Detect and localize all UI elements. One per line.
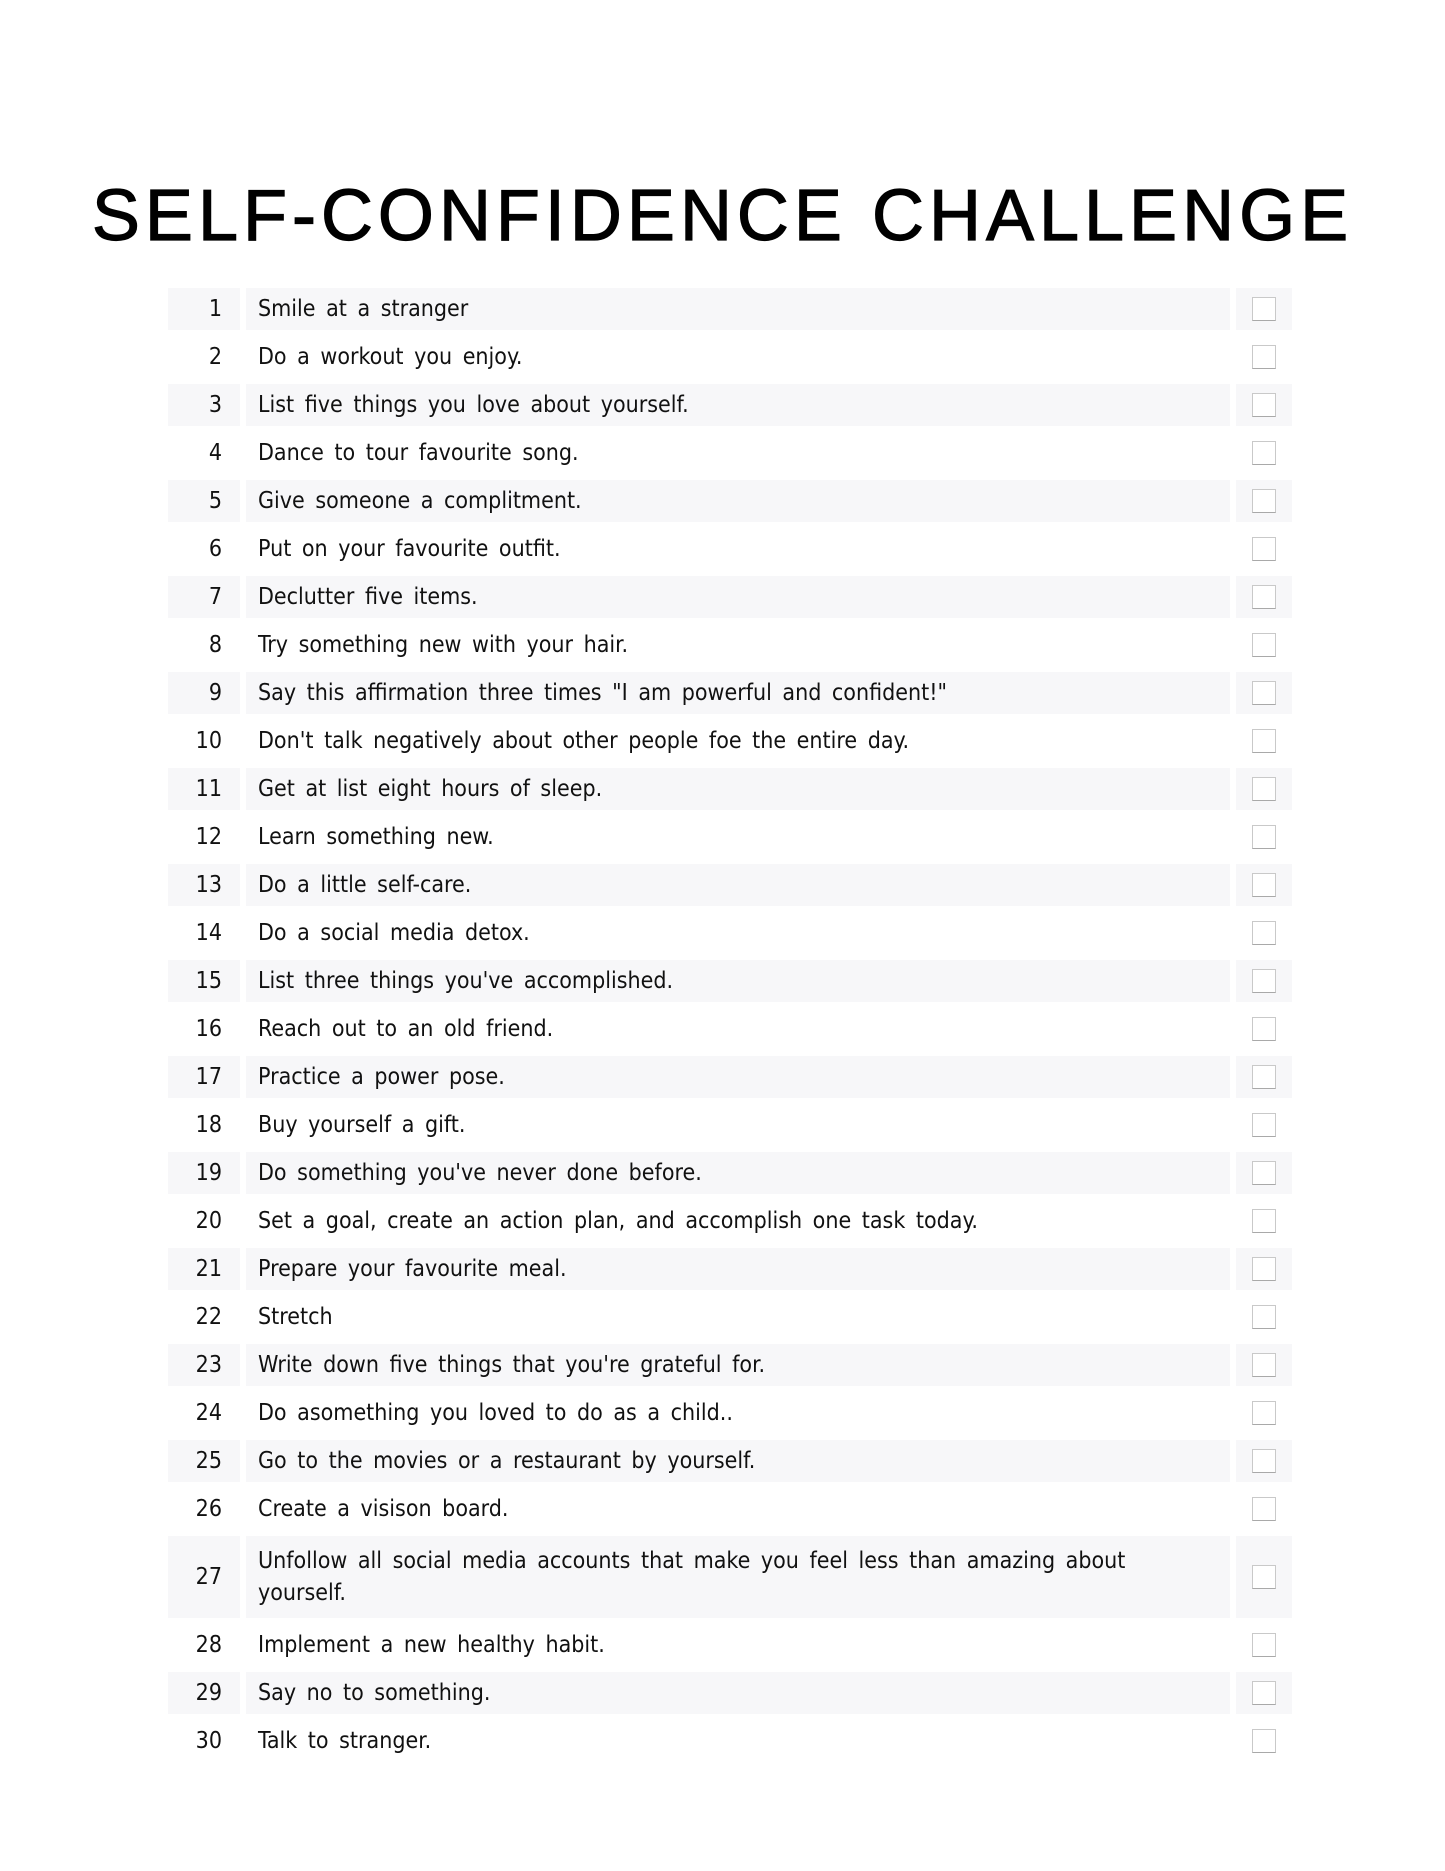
- item-text: Smile at a stranger: [246, 288, 1230, 330]
- checkbox-cell: [1236, 288, 1292, 330]
- item-text: Put on your favourite outfit.: [258, 536, 561, 562]
- item-text: Give someone a complitment.: [246, 480, 1230, 522]
- checkbox-cell: [1236, 1488, 1292, 1530]
- item-number: 17: [168, 1056, 240, 1098]
- checkbox-cell: [1236, 1200, 1292, 1242]
- list-item-2: [168, 336, 1292, 378]
- item-number: 10: [195, 728, 222, 754]
- checkbox-cell: [1236, 576, 1292, 618]
- checkbox-12[interactable]: [1252, 825, 1276, 849]
- item-text: Reach out to an old friend.: [258, 1016, 554, 1042]
- item-number: 16: [195, 1016, 222, 1042]
- item-number: 5: [168, 480, 240, 522]
- list-item-16: [168, 1008, 1292, 1050]
- checkbox-22[interactable]: [1252, 1305, 1276, 1329]
- item-text: Try something new with your hair.: [258, 632, 629, 658]
- list-item-14: [168, 912, 1292, 954]
- item-number: 27: [168, 1536, 240, 1618]
- item-number: 28: [195, 1632, 222, 1658]
- list-item-12: [168, 816, 1292, 858]
- item-text: Stretch: [258, 1304, 333, 1330]
- checkbox-1[interactable]: [1252, 297, 1276, 321]
- item-text: Say no to something.: [246, 1672, 1230, 1714]
- list-item-4: [168, 432, 1292, 474]
- list-item-27: [168, 1536, 1292, 1618]
- list-item-26: [168, 1488, 1292, 1530]
- list-item-17: [168, 1056, 1292, 1098]
- checkbox-cell: [1236, 1056, 1292, 1098]
- checkbox-10[interactable]: [1252, 729, 1276, 753]
- checkbox-4[interactable]: [1252, 441, 1276, 465]
- item-text: Declutter five items.: [246, 576, 1230, 618]
- item-text: Learn something new.: [258, 824, 494, 850]
- list-item-22: [168, 1296, 1292, 1338]
- item-text: List five things you love about yourself.: [246, 384, 1230, 426]
- checkbox-cell: [1236, 1536, 1292, 1618]
- checkbox-cell: [1236, 1440, 1292, 1482]
- item-text: Buy yourself a gift.: [258, 1112, 466, 1138]
- item-number: 9: [168, 672, 240, 714]
- checkbox-cell: [1236, 864, 1292, 906]
- item-text: Say this affirmation three times "I am powerful and confident!": [246, 672, 1230, 714]
- checkbox-24[interactable]: [1252, 1401, 1276, 1425]
- item-number: 25: [168, 1440, 240, 1482]
- list-item-15: [168, 960, 1292, 1002]
- item-number: 18: [195, 1112, 222, 1138]
- checkbox-9[interactable]: [1252, 681, 1276, 705]
- item-number: 24: [195, 1400, 222, 1426]
- checkbox-25[interactable]: [1252, 1449, 1276, 1473]
- checkbox-cell: [1236, 816, 1292, 858]
- list-item-23: [168, 1344, 1292, 1386]
- checkbox-cell: [1236, 672, 1292, 714]
- item-number: 11: [168, 768, 240, 810]
- list-item-8: [168, 624, 1292, 666]
- checkbox-cell: [1236, 1624, 1292, 1666]
- checkbox-23[interactable]: [1252, 1353, 1276, 1377]
- checkbox-5[interactable]: [1252, 489, 1276, 513]
- list-item-1: [168, 288, 1292, 330]
- challenge-list: [168, 288, 1292, 1768]
- item-text: Prepare your favourite meal.: [246, 1248, 1230, 1290]
- item-number: 23: [168, 1344, 240, 1386]
- item-text: Create a visison board.: [258, 1496, 509, 1522]
- checkbox-cell: [1236, 336, 1292, 378]
- checkbox-18[interactable]: [1252, 1113, 1276, 1137]
- item-number: 14: [195, 920, 222, 946]
- item-number: 29: [168, 1672, 240, 1714]
- item-number: 15: [168, 960, 240, 1002]
- checkbox-cell: [1236, 912, 1292, 954]
- item-text: Do a workout you enjoy.: [258, 344, 523, 370]
- list-item-9: [168, 672, 1292, 714]
- list-item-18: [168, 1104, 1292, 1146]
- checkbox-cell: [1236, 720, 1292, 762]
- item-number: 3: [168, 384, 240, 426]
- checkbox-cell: [1236, 768, 1292, 810]
- checkbox-6[interactable]: [1252, 537, 1276, 561]
- list-item-28: [168, 1624, 1292, 1666]
- checkbox-11[interactable]: [1252, 777, 1276, 801]
- list-item-30: [168, 1720, 1292, 1762]
- item-text: Set a goal, create an action plan, and accomplish one task today.: [258, 1208, 978, 1234]
- item-number: 26: [195, 1496, 222, 1522]
- item-number: 30: [195, 1728, 222, 1754]
- checkbox-16[interactable]: [1252, 1017, 1276, 1041]
- checkbox-7[interactable]: [1252, 585, 1276, 609]
- item-text: Talk to stranger.: [258, 1728, 432, 1754]
- checkbox-2[interactable]: [1252, 345, 1276, 369]
- list-item-24: [168, 1392, 1292, 1434]
- list-item-5: [168, 480, 1292, 522]
- list-item-6: [168, 528, 1292, 570]
- checkbox-19[interactable]: [1252, 1161, 1276, 1185]
- list-item-11: [168, 768, 1292, 810]
- item-text: Practice a power pose.: [246, 1056, 1230, 1098]
- item-number: 2: [208, 344, 222, 370]
- checkbox-30[interactable]: [1252, 1729, 1276, 1753]
- item-text: Do a little self-care.: [246, 864, 1230, 906]
- checkbox-cell: [1236, 1152, 1292, 1194]
- list-item-21: [168, 1248, 1292, 1290]
- item-text: Implement a new healthy habit.: [258, 1632, 605, 1658]
- item-number: 6: [208, 536, 222, 562]
- item-number: 4: [208, 440, 222, 466]
- checkbox-cell: [1236, 528, 1292, 570]
- checkbox-cell: [1236, 1008, 1292, 1050]
- page-title: SELF-CONFIDENCE CHALLENGE: [91, 176, 1354, 257]
- checkbox-cell: [1236, 960, 1292, 1002]
- checkbox-cell: [1236, 384, 1292, 426]
- checkbox-cell: [1236, 1344, 1292, 1386]
- checkbox-cell: [1236, 1104, 1292, 1146]
- list-item-10: [168, 720, 1292, 762]
- item-text: Get at list eight hours of sleep.: [246, 768, 1230, 810]
- checkbox-20[interactable]: [1252, 1209, 1276, 1233]
- item-number: 7: [168, 576, 240, 618]
- item-number: 1: [168, 288, 240, 330]
- checkbox-cell: [1236, 624, 1292, 666]
- checkbox-cell: [1236, 1672, 1292, 1714]
- checkbox-cell: [1236, 480, 1292, 522]
- item-number: 22: [195, 1304, 222, 1330]
- checkbox-17[interactable]: [1252, 1065, 1276, 1089]
- checkbox-27[interactable]: [1252, 1565, 1276, 1589]
- item-number: 20: [195, 1208, 222, 1234]
- checkbox-cell: [1236, 432, 1292, 474]
- list-item-25: [168, 1440, 1292, 1482]
- item-number: 8: [208, 632, 222, 658]
- checkbox-26[interactable]: [1252, 1497, 1276, 1521]
- checkbox-13[interactable]: [1252, 873, 1276, 897]
- checkbox-15[interactable]: [1252, 969, 1276, 993]
- list-item-29: [168, 1672, 1292, 1714]
- item-text: Unfollow all social media accounts that make you feel less than amazing about yourself.: [246, 1536, 1230, 1618]
- item-text: Go to the movies or a restaurant by yourself.: [246, 1440, 1230, 1482]
- item-text: Don't talk negatively about other people foe the entire day.: [258, 728, 910, 754]
- item-number: 21: [168, 1248, 240, 1290]
- checkbox-cell: [1236, 1296, 1292, 1338]
- item-text: Do a social media detox.: [258, 920, 530, 946]
- list-item-20: [168, 1200, 1292, 1242]
- checkbox-cell: [1236, 1248, 1292, 1290]
- item-number: 12: [195, 824, 222, 850]
- checkbox-8[interactable]: [1252, 633, 1276, 657]
- item-number: 13: [168, 864, 240, 906]
- checkbox-cell: [1236, 1392, 1292, 1434]
- list-item-19: [168, 1152, 1292, 1194]
- checkbox-28[interactable]: [1252, 1633, 1276, 1657]
- checkbox-14[interactable]: [1252, 921, 1276, 945]
- item-text: Do asomething you loved to do as a child..: [258, 1400, 733, 1426]
- item-text: List three things you've accomplished.: [246, 960, 1230, 1002]
- checkbox-3[interactable]: [1252, 393, 1276, 417]
- item-text: Do something you've never done before.: [246, 1152, 1230, 1194]
- item-text: Dance to tour favourite song.: [258, 440, 579, 466]
- list-item-13: [168, 864, 1292, 906]
- checkbox-cell: [1236, 1720, 1292, 1762]
- list-item-3: [168, 384, 1292, 426]
- checkbox-21[interactable]: [1252, 1257, 1276, 1281]
- list-item-7: [168, 576, 1292, 618]
- checkbox-29[interactable]: [1252, 1681, 1276, 1705]
- item-text: Write down five things that you're grateful for.: [246, 1344, 1230, 1386]
- item-number: 19: [168, 1152, 240, 1194]
